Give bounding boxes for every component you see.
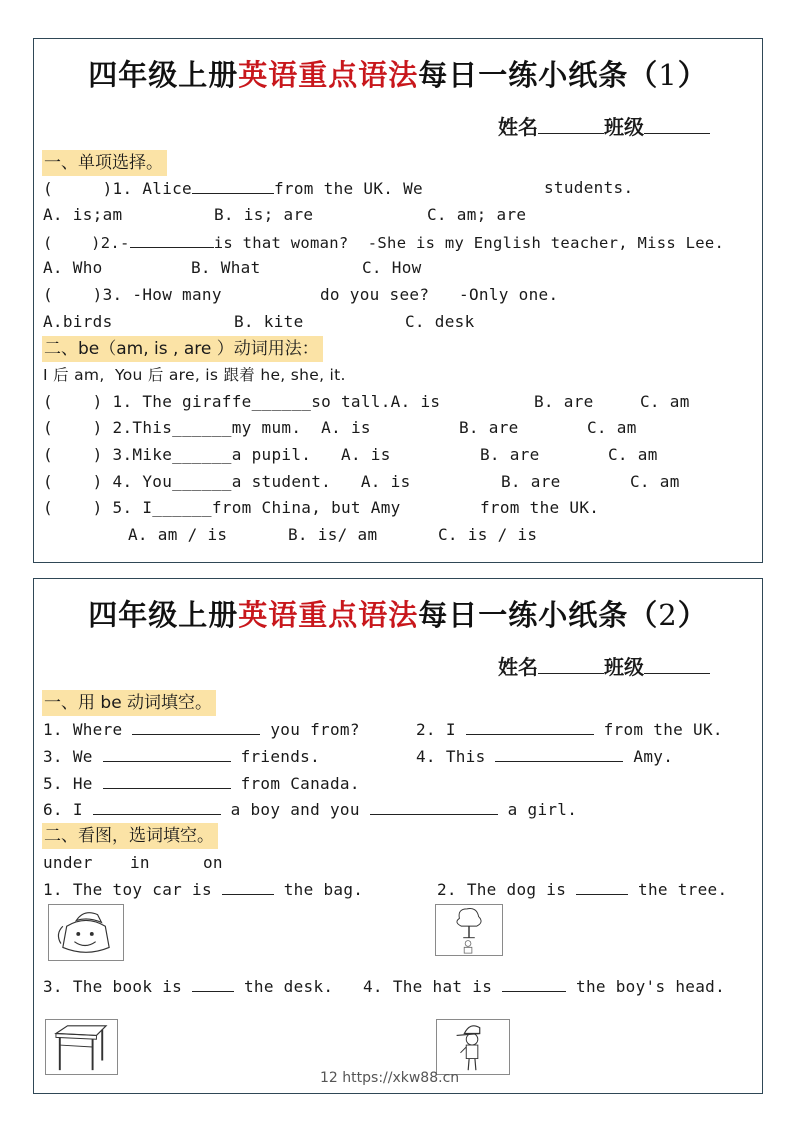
worksheet-2 xyxy=(33,578,763,1094)
option-c: C. am xyxy=(587,418,637,437)
answer-blank[interactable]: ______ xyxy=(172,472,232,491)
option-b: B. are xyxy=(459,418,519,437)
be-question-2: ( ) 2.This______my mum. A. is xyxy=(43,418,371,437)
boy-with-cap-icon xyxy=(437,1020,509,1074)
picture-item-1: 1. The toy car is the bag. xyxy=(43,880,364,899)
name-blank[interactable] xyxy=(538,655,604,674)
class-label: 班级 xyxy=(604,115,644,139)
section-heading-single-choice: 一、单项选择。 xyxy=(42,150,167,176)
picture-item-3: 3. The book is the desk. xyxy=(43,977,334,996)
word-bank-in: in xyxy=(130,853,150,872)
option-b: B. are xyxy=(501,472,561,491)
answer-blank[interactable]: ______ xyxy=(152,498,212,517)
option-c: C. am xyxy=(630,472,680,491)
fill-item-3: 3. We friends. xyxy=(43,747,321,766)
answer-blank[interactable] xyxy=(103,746,231,762)
name-blank[interactable] xyxy=(538,115,604,134)
answer-blank[interactable] xyxy=(495,746,623,762)
option-b: B. are xyxy=(480,445,540,464)
fill-item-5: 5. He from Canada. xyxy=(43,774,360,793)
option-b: B. kite xyxy=(234,312,304,331)
word-bank-under: under xyxy=(43,853,93,872)
be-question-1: ( ) 1. The giraffe______so tall.A. is xyxy=(43,392,441,411)
option-c: C. is / is xyxy=(438,525,538,544)
word-bank-on: on xyxy=(203,853,223,872)
desk-picture xyxy=(45,1019,118,1075)
boy-picture xyxy=(436,1019,510,1075)
answer-blank[interactable] xyxy=(192,976,234,992)
class-blank[interactable] xyxy=(644,655,710,674)
name-label: 姓名 xyxy=(498,655,538,679)
name-label: 姓名 xyxy=(498,115,538,139)
answer-blank[interactable] xyxy=(222,879,274,895)
grammar-rule: I 后 am, You 后 are, is 跟着 he, she, it. xyxy=(43,366,346,384)
answer-blank[interactable] xyxy=(130,232,214,248)
tree-picture xyxy=(435,904,503,956)
name-class-row xyxy=(498,651,710,680)
be-question-5-end: from the UK. xyxy=(480,498,600,517)
fill-item-6: 6. I a boy and you a girl. xyxy=(43,800,578,819)
option-c: C. am; are xyxy=(427,205,527,224)
option-b: B. is/ am xyxy=(288,525,378,544)
question-3: ( )3. -How many xyxy=(43,285,222,304)
option-c: C. How xyxy=(362,258,422,277)
option-a: A. am / is xyxy=(128,525,228,544)
section-heading-be-verbs: 二、be（am, is , are ）动词用法： xyxy=(42,336,323,362)
answer-blank[interactable] xyxy=(103,773,231,789)
be-question-3: ( ) 3.Mike______a pupil. A. is xyxy=(43,445,391,464)
question-2: ( )2.- is that woman? -She is my English teacher, Miss Lee. xyxy=(43,234,725,252)
answer-blank[interactable] xyxy=(466,719,594,735)
worksheet-1-title: 四年级上册英语重点语法每日一练小纸条（1） xyxy=(88,58,708,92)
answer-blank[interactable] xyxy=(576,879,628,895)
answer-blank[interactable]: ______ xyxy=(172,445,232,464)
be-question-5: ( ) 5. I______from China, but Amy xyxy=(43,498,401,517)
option-b: B. is; are xyxy=(214,205,314,224)
section-heading-fill-be: 一、用 be 动词填空。 xyxy=(42,690,216,716)
answer-blank[interactable]: ______ xyxy=(251,392,312,411)
question-1: ( )1. Alice from the UK. We xyxy=(43,179,423,198)
answer-blank[interactable] xyxy=(93,799,221,815)
bag-picture xyxy=(48,904,124,961)
answer-blank[interactable] xyxy=(502,976,566,992)
option-c: C. desk xyxy=(405,312,475,331)
desk-icon xyxy=(46,1020,117,1074)
dog-under-tree-icon xyxy=(436,905,502,955)
option-a: A. is;am xyxy=(43,205,123,224)
picture-item-2: 2. The dog is the tree. xyxy=(437,880,728,899)
page-footer xyxy=(320,1070,459,1086)
option-c: C. am xyxy=(608,445,658,464)
option-a: A. Who xyxy=(43,258,103,277)
answer-blank[interactable] xyxy=(192,178,274,194)
worksheet-1 xyxy=(33,38,763,563)
fill-item-1: 1. Where you from? xyxy=(43,720,360,739)
option-b: B. are xyxy=(534,392,594,411)
page-number: 12 xyxy=(320,1070,338,1086)
bag-with-toy-car-icon xyxy=(49,905,123,960)
fill-item-4: 4. This Amy. xyxy=(416,747,674,766)
fill-item-2: 2. I from the UK. xyxy=(416,720,723,739)
question-1-end: students. xyxy=(544,178,634,197)
class-blank[interactable] xyxy=(644,115,710,134)
answer-blank[interactable] xyxy=(132,719,260,735)
worksheet-2-title: 四年级上册英语重点语法每日一练小纸条（2） xyxy=(88,598,708,632)
option-c: C. am xyxy=(640,392,690,411)
answer-blank[interactable] xyxy=(370,799,498,815)
class-label: 班级 xyxy=(604,655,644,679)
source-url[interactable]: https://xkw88.cn xyxy=(342,1070,460,1086)
name-class-row xyxy=(498,111,710,140)
picture-item-4: 4. The hat is the boy's head. xyxy=(363,977,726,996)
option-b: B. What xyxy=(191,258,261,277)
question-3-end: do you see? -Only one. xyxy=(320,285,559,304)
section-heading-picture-fill: 二、看图，选词填空。 xyxy=(42,823,218,849)
option-a: A.birds xyxy=(43,312,113,331)
answer-blank[interactable]: ______ xyxy=(172,418,232,437)
be-question-4: ( ) 4. You______a student. A. is xyxy=(43,472,411,491)
